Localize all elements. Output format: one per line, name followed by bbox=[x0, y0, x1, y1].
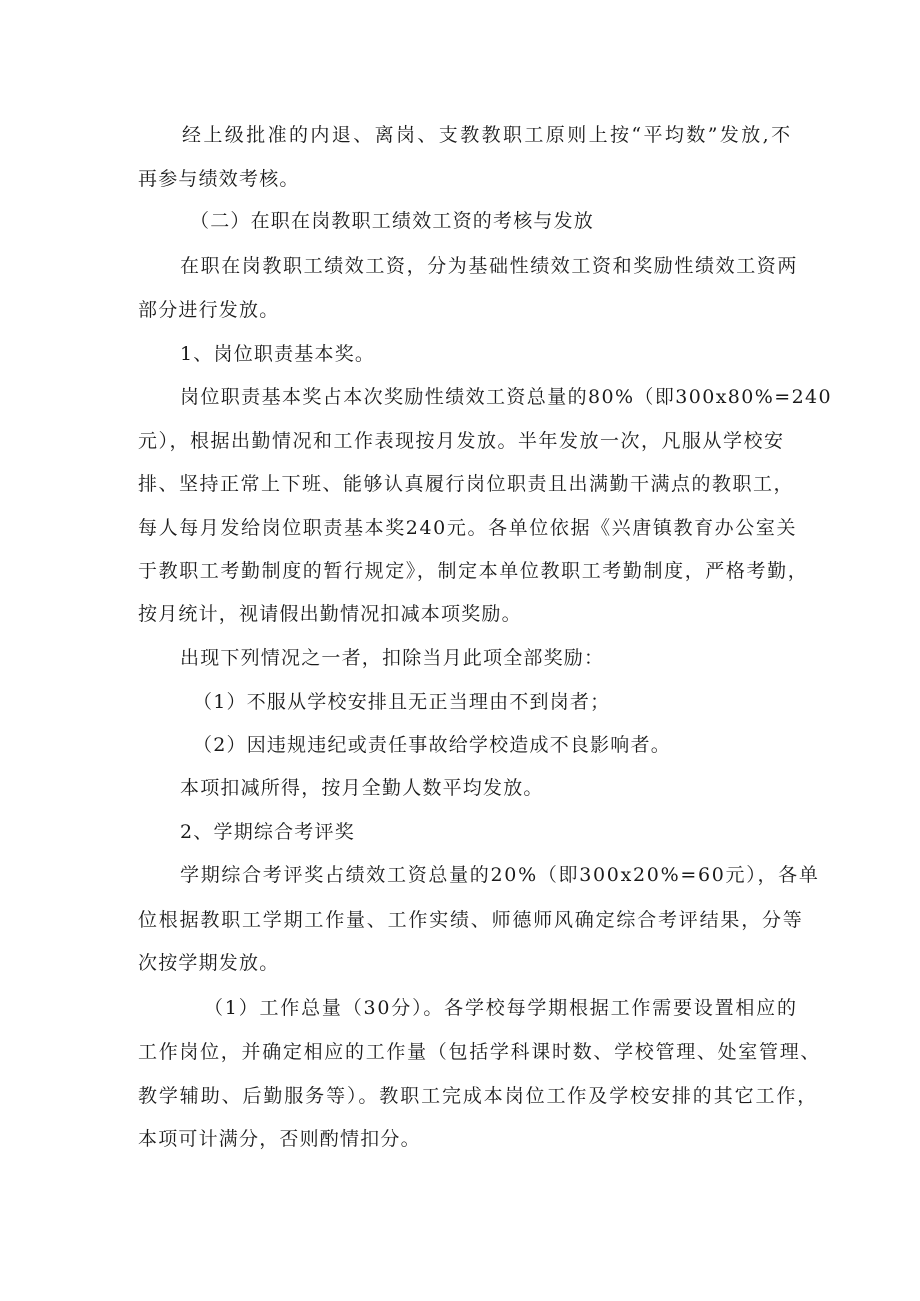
text-line-24: 本项可计满分，否则酌情扣分。 bbox=[138, 1128, 421, 1150]
section-heading: （二）在职在岗教职工绩效工资的考核与发放 bbox=[190, 210, 595, 232]
text-line-23: 教学辅助、后勤服务等）。教职工完成本岗位工作及学校安排的其它工作， bbox=[138, 1085, 819, 1107]
text-line-1: 经上级批准的内退、离岗、支教教职工原则上按“平均数”发放,不 bbox=[182, 124, 793, 146]
text-line-22: 工作岗位，并确定相应的工作量（包括学科课时数、学校管理、处室管理、 bbox=[138, 1041, 822, 1063]
text-line-2: 再参与绩效考核。 bbox=[138, 168, 300, 190]
text-line-10: 每人每月发给岗位职责基本奖240元。各单位依据《兴唐镇教育办公室关 bbox=[138, 517, 798, 539]
list-item-1: （1）不服从学校安排且无正当理由不到岗者； bbox=[193, 691, 611, 713]
text-line-8: 元），根据出勤情况和工作表现按月发放。半年发放一次，凡服从学校安 bbox=[138, 430, 785, 452]
text-line-19: 位根据教职工学期工作量、工作实绩、师德师风确定综合考评结果，分等 bbox=[138, 909, 804, 931]
text-line-7: 岗位职责基本奖占本次奖励性绩效工资总量的80%（即300x80%=240 bbox=[180, 386, 833, 408]
subheading-2: 2、学期综合考评奖 bbox=[180, 821, 355, 843]
text-line-20: 次按学期发放。 bbox=[138, 952, 280, 974]
text-line-13: 出现下列情况之一者，扣除当月此项全部奖励： bbox=[180, 647, 605, 669]
text-line-21: （1）工作总量（30分）。各学校每学期根据工作需要设置相应的 bbox=[204, 997, 798, 1019]
text-line-18: 学期综合考评奖占绩效工资总量的20%（即300x20%=60元），各单 bbox=[180, 864, 820, 886]
text-line-16: 本项扣减所得，按月全勤人数平均发放。 bbox=[180, 777, 544, 799]
text-line-11: 于教职工考勤制度的暂行规定》，制定本单位教职工考勤制度，严格考勤， bbox=[138, 560, 809, 582]
subheading-1: 1、岗位职责基本奖。 bbox=[180, 343, 376, 365]
text-line-12: 按月统计，视请假出勤情况扣减本项奖励。 bbox=[138, 603, 522, 625]
text-line-9: 排、坚持正常上下班、能够认真履行岗位职责且出满勤干满点的教职工， bbox=[138, 473, 795, 495]
text-line-4: 在职在岗教职工绩效工资，分为基础性绩效工资和奖励性绩效工资两 bbox=[180, 255, 799, 277]
list-item-2: （2）因违规违纪或责任事故给学校造成不良影响者。 bbox=[193, 734, 671, 756]
text-line-5: 部分进行发放。 bbox=[138, 299, 280, 321]
